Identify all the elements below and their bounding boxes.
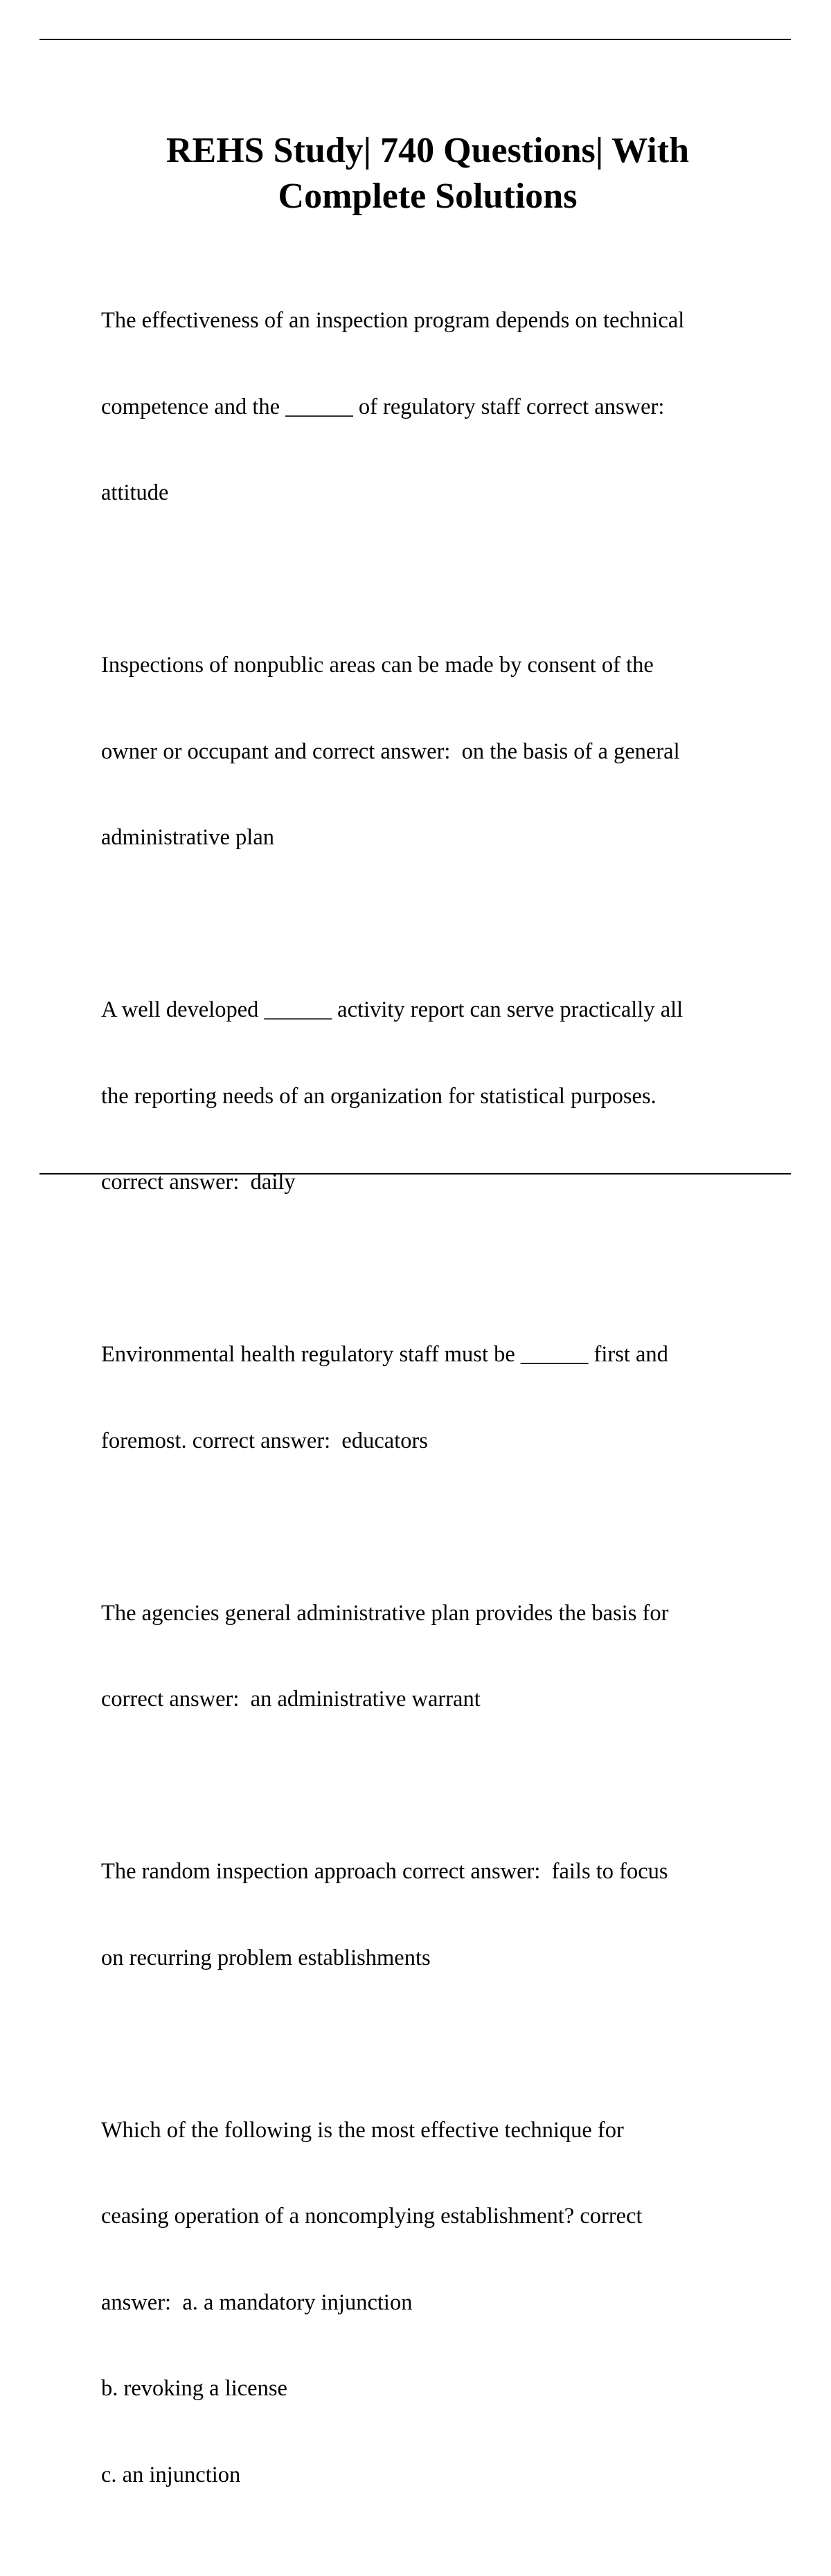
entry-line: The effectiveness of an inspection program depends on technical — [101, 308, 685, 333]
question-entry — [101, 1283, 766, 1513]
question-list — [101, 249, 766, 2576]
entry-line: Environmental health regulatory staff must be ______ first and — [101, 1342, 668, 1367]
entry-line: answer: a. a mandatory injunction — [101, 2289, 413, 2315]
question-entry — [101, 2059, 766, 2548]
entry-line: c. an injunction — [101, 2462, 241, 2487]
entry-line: owner or occupant and correct answer: on the basis of a general — [101, 738, 680, 764]
entry-line: attitude — [101, 480, 169, 505]
question-entry — [101, 938, 766, 1255]
top-rule — [39, 39, 791, 40]
question-entry — [101, 1542, 766, 1772]
entry-line: ceasing operation of a noncomplying establishment? correct — [101, 2204, 643, 2229]
entry-line: correct answer: daily — [101, 1170, 296, 1195]
entry-line: competence and the ______ of regulatory staff correct answer: — [101, 394, 665, 419]
question-entry — [101, 249, 766, 565]
question-entry — [101, 594, 766, 910]
entry-line: foremost. correct answer: educators — [101, 1428, 428, 1453]
entry-line: Inspections of nonpublic areas can be made by consent of the — [101, 653, 654, 678]
entry-line: correct answer: an administrative warrant — [101, 1687, 481, 1712]
entry-line: A well developed ______ activity report can serve practically all — [101, 997, 683, 1022]
entry-line: The agencies general administrative plan provides the basis for — [101, 1600, 669, 1626]
entry-line: administrative plan — [101, 825, 275, 850]
title-line-2: Complete Solutions — [278, 176, 578, 216]
bottom-rule — [39, 1173, 791, 1174]
entry-line: Which of the following is the most effective technique for — [101, 2117, 624, 2143]
document-title — [69, 128, 786, 219]
entry-line: the reporting needs of an organization for statistical purposes. — [101, 1083, 656, 1109]
question-entry — [101, 1800, 766, 2030]
title-line-1: REHS Study| 740 Questions| With — [166, 131, 689, 170]
entry-line: b. revoking a license — [101, 2376, 287, 2401]
entry-line: The random inspection approach correct answer: fails to focus — [101, 1859, 668, 1884]
entry-line: on recurring problem establishments — [101, 1945, 431, 1970]
